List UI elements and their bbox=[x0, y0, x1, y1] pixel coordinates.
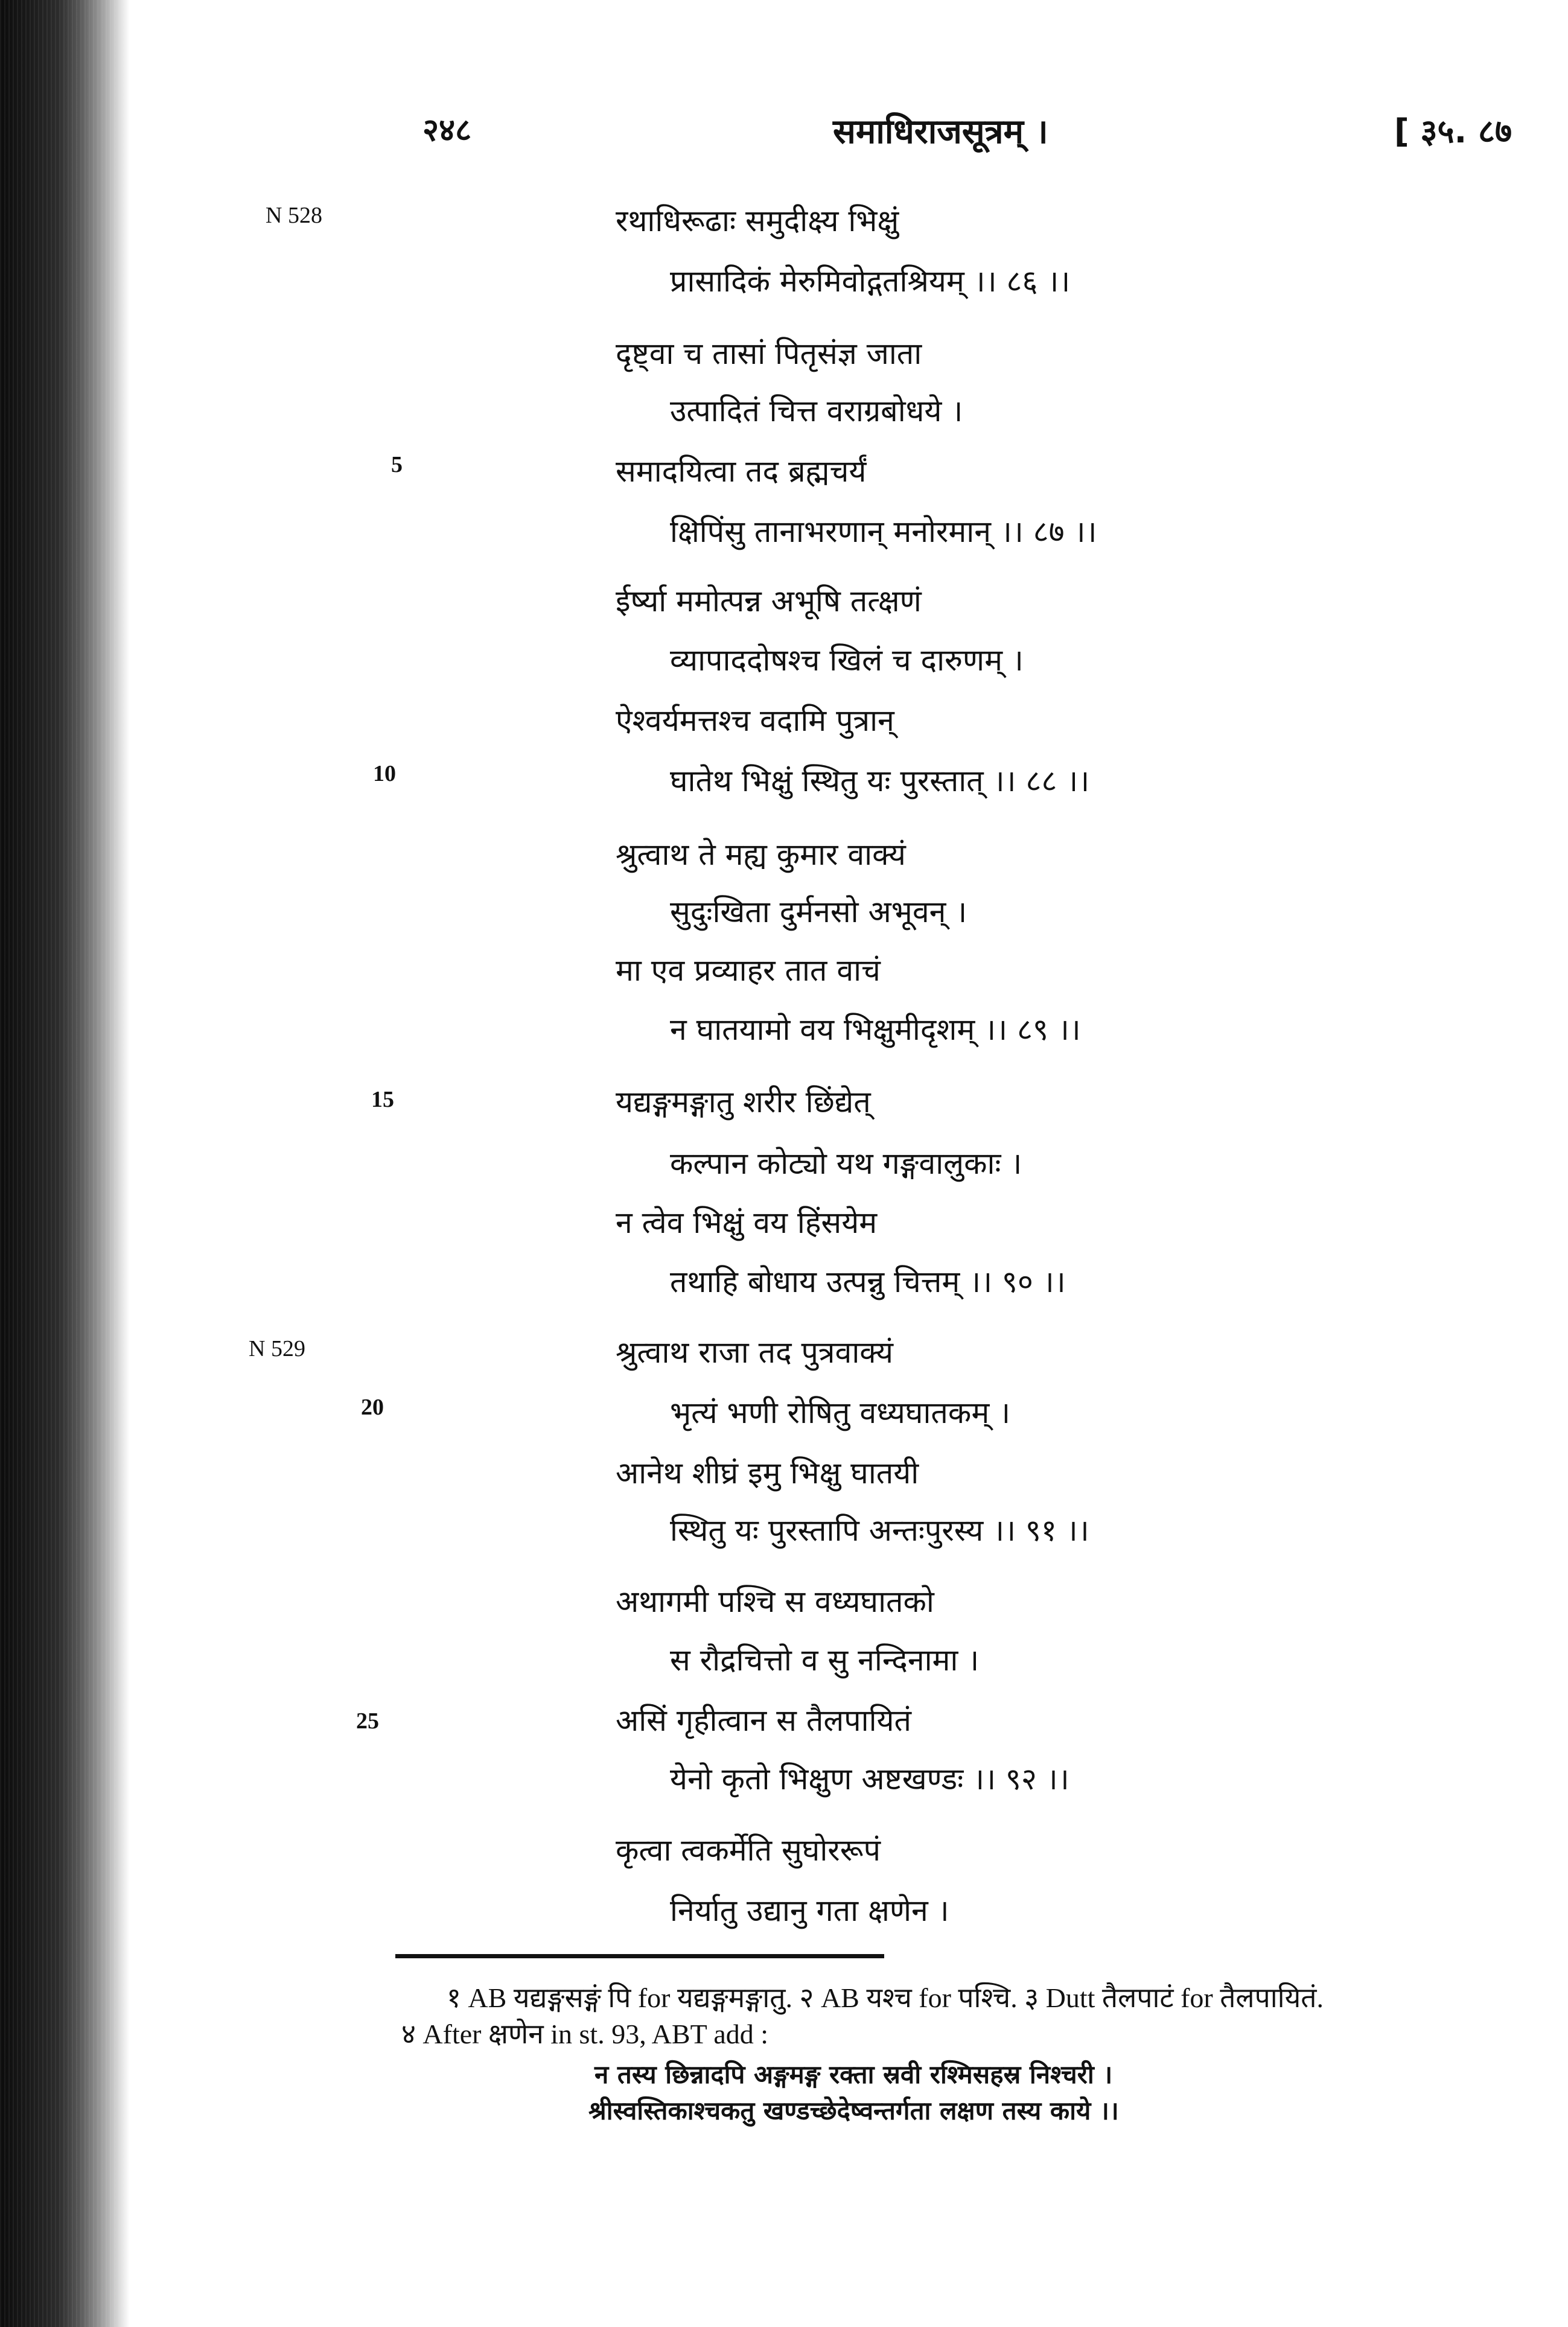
section-reference: [ ३५. ८७ bbox=[1394, 112, 1512, 150]
verse-line: आनेथ शीघ्रं इमु भिक्षु घातयी bbox=[616, 1456, 919, 1491]
verse-line: सुदुःखिता दुर्मनसो अभूवन् । bbox=[670, 894, 967, 929]
line-number-15: 15 bbox=[371, 1087, 394, 1112]
verse-line: ईर्ष्या ममोत्पन्न अभूषि तत्क्षणं bbox=[616, 584, 922, 619]
footnote-line-2: ४ After क्षणेन in st. 93, ABT add : bbox=[401, 2019, 769, 2049]
verse-line: येनो कृतो भिक्षुण अष्टखण्डः ।। ९२ ।। bbox=[670, 1762, 1069, 1797]
footnote-quote-1: न तस्य छिन्नादपि अङ्गमङ्ग रक्ता स्रवी रश्मिसहस्र निश्चरी । bbox=[594, 2060, 1113, 2089]
verse-line: क्षिपिंसु तानाभरणान् मनोरमान् ।। ८७ ।। bbox=[670, 514, 1097, 549]
verse-line: रथाधिरूढाः समुदीक्ष्य भिक्षुं bbox=[616, 203, 899, 238]
line-number-5: 5 bbox=[391, 452, 403, 477]
verse-line: न घातयामो वय भिक्षुमीदृशम् ।। ८९ ।। bbox=[670, 1012, 1081, 1047]
verse-line: कल्पान कोट्यो यथ गङ्गवालुकाः । bbox=[670, 1146, 1022, 1181]
book-spine-texture bbox=[0, 0, 130, 2327]
verse-line: श्रुत्वाथ ते मह्य कुमार वाक्यं bbox=[616, 837, 906, 872]
verse-line: व्यापाददोषश्च खिलं च दारुणम् । bbox=[670, 643, 1024, 678]
verse-line: यद्यङ्गमङ्गातु शरीर छिंद्येत् bbox=[616, 1084, 871, 1119]
verse-line: उत्पादितं चित्त वराग्रबोधये । bbox=[670, 393, 963, 428]
line-number-25: 25 bbox=[356, 1708, 379, 1734]
verse-line: स रौद्रचित्तो व सु नन्दिनामा । bbox=[670, 1643, 980, 1678]
footnote-divider bbox=[395, 1954, 884, 1958]
footnote-quote-2: श्रीस्वस्तिकाश्चकतु खण्डच्छेदेष्वन्तर्गता लक्षण तस्य काये ।। bbox=[588, 2096, 1119, 2125]
verse-line: दृष्ट्वा च तासां पितृसंज्ञ जाता bbox=[616, 336, 922, 371]
verse-line: भृत्यं भणी रोषितु वध्यघातकम् । bbox=[670, 1395, 1011, 1430]
line-number-10: 10 bbox=[373, 761, 396, 786]
verse-line: स्थितु यः पुरस्तापि अन्तःपुरस्य ।। ९१ ।। bbox=[670, 1513, 1089, 1548]
margin-ref-n528: N 528 bbox=[266, 203, 322, 228]
verse-line: ऐश्वर्यमत्तश्च वदामि पुत्रान् bbox=[616, 703, 894, 738]
verse-line: घातेथ भिक्षुं स्थितु यः पुरस्तात् ।। ८८ ।। bbox=[670, 763, 1090, 798]
verse-line: निर्यातु उद्यानु गता क्षणेन । bbox=[670, 1893, 949, 1928]
verse-line: श्रुत्वाथ राजा तद पुत्रवाक्यं bbox=[616, 1335, 894, 1370]
verse-line: मा एव प्रव्याहर तात वाचं bbox=[616, 953, 881, 988]
page-number: २४८ bbox=[422, 112, 472, 148]
verse-line: न त्वेव भिक्षुं वय हिंसयेम bbox=[616, 1205, 878, 1240]
line-number-20: 20 bbox=[361, 1395, 384, 1420]
footnote-line-1: १ AB यद्यङ्गसङ्गं पि for यद्यङ्गमङ्गातु. २ AB यश्च for पश्चि. ३ Dutt तैलपाटं for तैलपायितं. bbox=[447, 1982, 1324, 2013]
verse-line: असिं गृहीत्वान स तैलपायितं bbox=[616, 1703, 912, 1738]
verse-line: अथागमी पश्चि स वध्यघातको bbox=[616, 1584, 934, 1619]
margin-ref-n529: N 529 bbox=[249, 1336, 305, 1361]
verse-line: समादयित्वा तद ब्रह्मचर्यं bbox=[616, 454, 867, 489]
verse-line: कृत्वा त्वकर्मेति सुघोररूपं bbox=[616, 1833, 881, 1868]
verse-line: प्रासादिकं मेरुमिवोद्गतश्रियम् ।। ८६ ।। bbox=[670, 264, 1071, 299]
page-title: समाधिराजसूत्रम् । bbox=[833, 112, 1048, 151]
verse-line: तथाहि बोधाय उत्पन्नु चित्तम् ।। ९० ।। bbox=[670, 1264, 1066, 1299]
